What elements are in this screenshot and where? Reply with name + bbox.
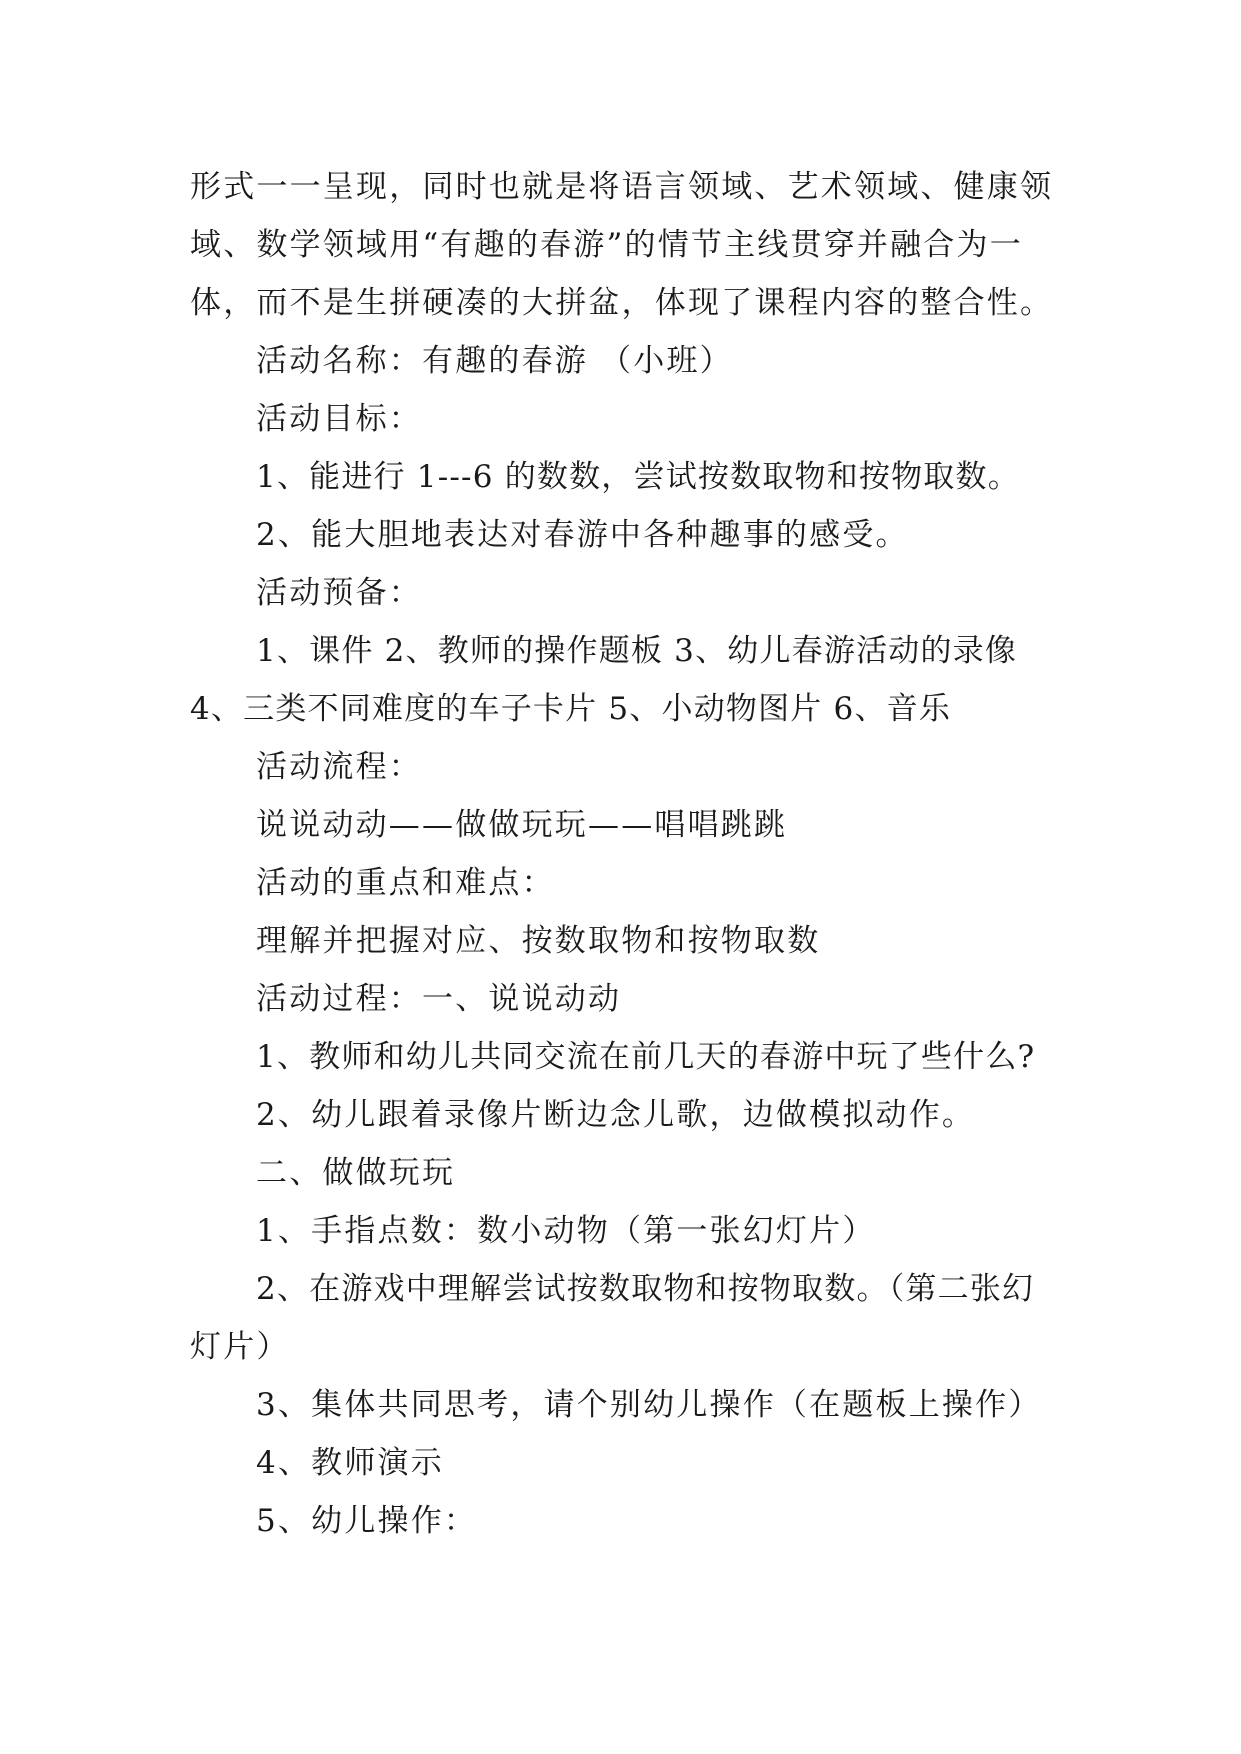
text-line: 活动流程： — [256, 749, 422, 785]
text-line: 2、在游戏中理解尝试按数取物和按物取数。（第二张幻 — [256, 1271, 1035, 1307]
text-line: 4、三类不同难度的车子卡片 5、小动物图片 6、音乐 — [190, 691, 952, 727]
text-line: 活动目标： — [256, 401, 422, 437]
text-line: 形式一一呈现，同时也就是将语言领域、艺术领域、健康领 — [190, 169, 1054, 205]
text-line: 二、做做玩玩 — [256, 1155, 456, 1191]
text-line: 2、幼儿跟着录像片断边念儿歌，边做模拟动作。 — [256, 1097, 976, 1133]
text-line: 1、课件 2、教师的操作题板 3、幼儿春游活动的录像 — [256, 633, 1018, 669]
text-line: 域、数学领域用“有趣的春游”的情节主线贯穿并融合为一 — [190, 227, 1023, 263]
text-line: 1、手指点数：数小动物（第一张幻灯片） — [256, 1213, 876, 1249]
document-body — [190, 158, 1070, 1550]
text-line: 理解并把握对应、按数取物和按物取数 — [256, 923, 821, 959]
text-line: 1、教师和幼儿共同交流在前几天的春游中玩了些什么? — [256, 1039, 1036, 1075]
text-line: 3、集体共同思考，请个别幼儿操作（在题板上操作） — [256, 1387, 1042, 1423]
text-line: 体，而不是生拼硬凑的大拼盆，体现了课程内容的整合性。 — [190, 285, 1054, 321]
text-line: 活动预备： — [256, 575, 422, 611]
text-line: 活动名称：有趣的春游 （小班） — [256, 343, 733, 379]
text-line: 5、幼儿操作： — [256, 1503, 478, 1539]
text-line: 灯片） — [190, 1329, 290, 1365]
text-line: 活动的重点和难点： — [256, 865, 555, 901]
text-line: 1、能进行 1---6 的数数，尝试按数取物和按物取数。 — [256, 459, 1020, 495]
text-line: 4、教师演示 — [256, 1445, 444, 1481]
text-line: 说说动动——做做玩玩——唱唱跳跳 — [256, 807, 788, 843]
text-line: 活动过程：一、说说动动 — [256, 981, 622, 1017]
text-line: 2、能大胆地表达对春游中各种趣事的感受。 — [256, 517, 909, 553]
